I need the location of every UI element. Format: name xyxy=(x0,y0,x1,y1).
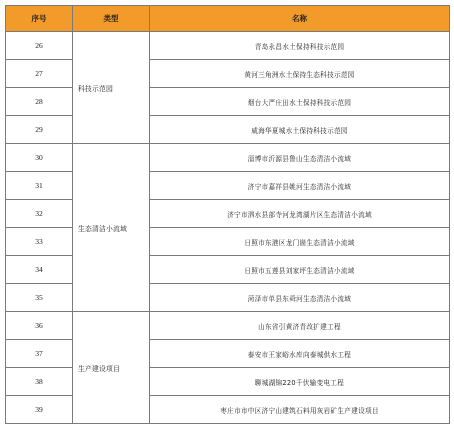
row-name: 济宁市嘉祥县姚河生态清洁小流域 xyxy=(150,172,450,200)
row-number: 32 xyxy=(6,200,73,228)
row-number: 26 xyxy=(6,32,73,60)
row-name: 聊城湖锦220千伏输变电工程 xyxy=(150,368,450,396)
table-row xyxy=(6,228,450,256)
row-name: 烟台大严庄田水土保持科技示范园 xyxy=(150,88,450,116)
table-header-row xyxy=(6,6,450,32)
header-name: 名称 xyxy=(150,6,450,32)
row-number: 36 xyxy=(6,312,73,340)
row-name: 日照市东港区龙门崮生态清洁小流域 xyxy=(150,228,450,256)
table-row xyxy=(6,88,450,116)
row-number: 29 xyxy=(6,116,73,144)
row-name: 山东省引黄济青改扩建工程 xyxy=(150,312,450,340)
table-row xyxy=(6,284,450,312)
row-name: 菏泽市单县东舜河生态清洁小流域 xyxy=(150,284,450,312)
row-number: 30 xyxy=(6,144,73,172)
row-number: 28 xyxy=(6,88,73,116)
group-type-cell: 科技示范园 xyxy=(73,32,150,144)
table-row xyxy=(6,172,450,200)
header-serial-number: 序号 xyxy=(6,6,73,32)
table-row xyxy=(6,116,450,144)
group-type-cell: 生态清洁小流域 xyxy=(73,144,150,312)
document-page xyxy=(5,5,449,426)
row-name: 黄河三角洲水土保持生态科技示范园 xyxy=(150,60,450,88)
table-row xyxy=(6,200,450,228)
row-number: 39 xyxy=(6,396,73,424)
row-number: 34 xyxy=(6,256,73,284)
row-number: 37 xyxy=(6,340,73,368)
row-number: 27 xyxy=(6,60,73,88)
row-name: 枣庄市市中区济宁山建筑石料用灰岩矿生产建设项目 xyxy=(150,396,450,424)
row-name: 威海华夏城水土保持科技示范园 xyxy=(150,116,450,144)
table-row xyxy=(6,256,450,284)
row-number: 33 xyxy=(6,228,73,256)
group-type-cell: 生产建设项目 xyxy=(73,312,150,424)
row-name: 日照市五莲县刘家坪生态清洁小流域 xyxy=(150,256,450,284)
table-row xyxy=(6,312,450,340)
table-row xyxy=(6,368,450,396)
row-name: 淄博市沂源县鲁山生态清洁小流域 xyxy=(150,144,450,172)
row-name: 泰安市王家峪水库向泰城供水工程 xyxy=(150,340,450,368)
table-row xyxy=(6,396,450,424)
table-row xyxy=(6,144,450,172)
table-row xyxy=(6,60,450,88)
row-number: 31 xyxy=(6,172,73,200)
row-number: 38 xyxy=(6,368,73,396)
project-table xyxy=(5,5,450,424)
header-type: 类型 xyxy=(73,6,150,32)
table-row xyxy=(6,340,450,368)
row-name: 青岛永昌水土保持科技示范园 xyxy=(150,32,450,60)
row-number: 35 xyxy=(6,284,73,312)
row-name: 济宁市泗水县部寺河龙湾湖片区生态清洁小流域 xyxy=(150,200,450,228)
table-row xyxy=(6,32,450,60)
